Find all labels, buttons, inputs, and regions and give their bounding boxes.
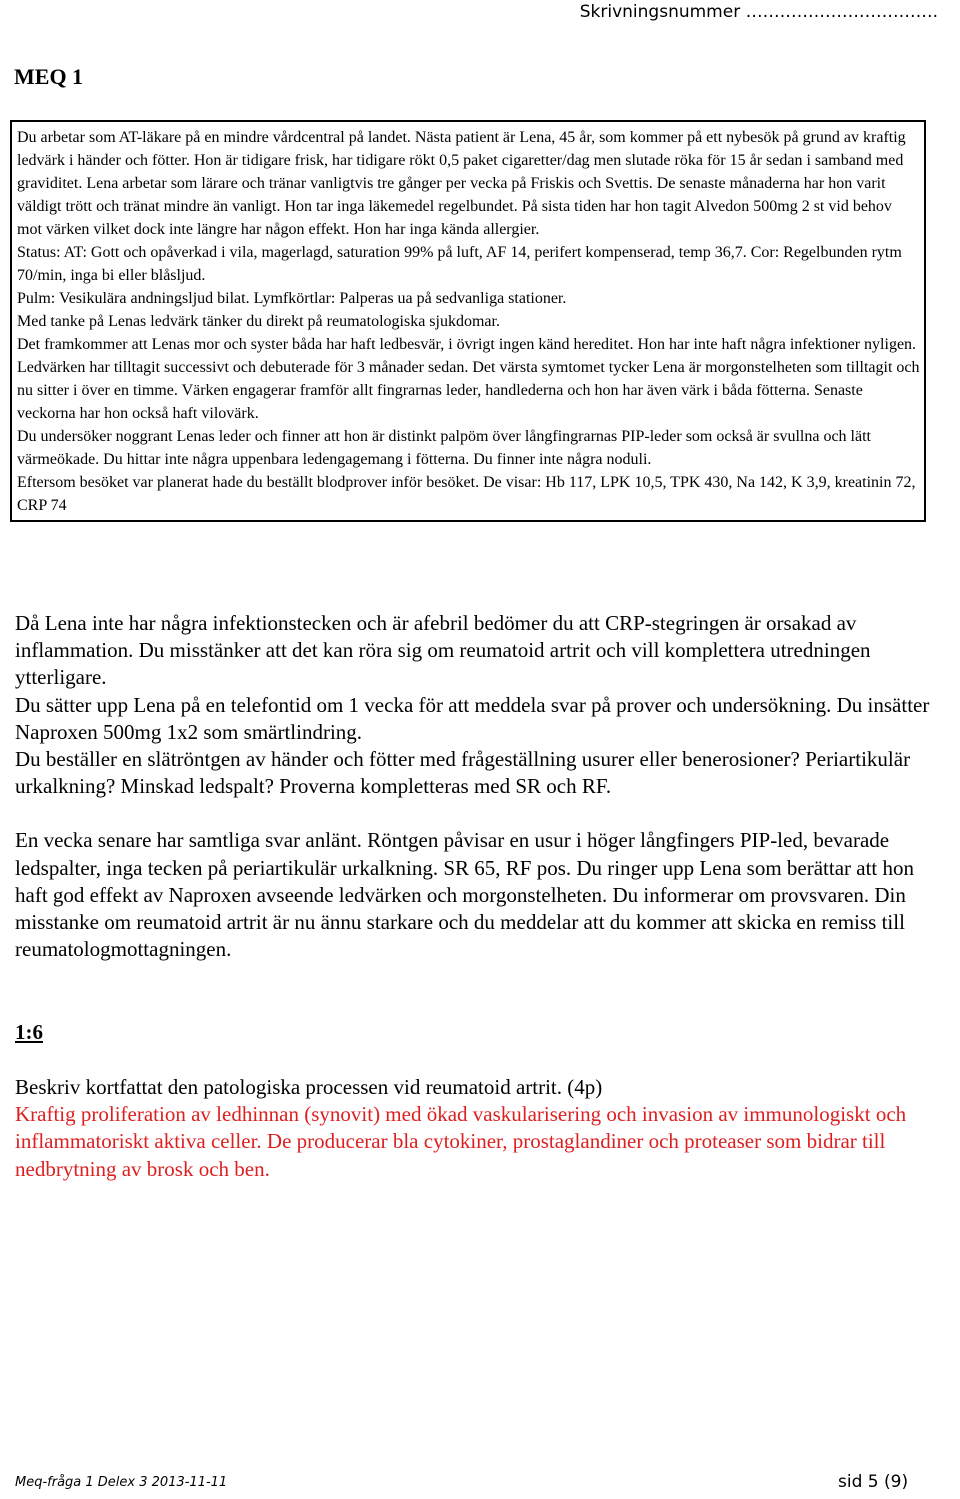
main-paragraph-xray: Du beställer en slätröntgen av händer och fötter med frågeställning usurer eller benerosioner? Periartikulär urkalkning? Minskad ledspalt? Proverna kompletteras med SR och RF. — [15, 747, 911, 799]
case-rheum-paragraph: Med tanke på Lenas ledvärk tänker du direkt på reumatologiska sjukdomar. — [17, 313, 500, 330]
case-history-paragraph: Det framkommer att Lenas mor och syster båda har haft ledbesvär, i övrigt ingen känd hereditet. Hon har inte haft några infektioner nyligen. Ledvärken har tilltagit successivt och debuterade för 3 månader sedan. Det värsta symtomet tycker Lena är morgonstelheten som tilltagit och nu sitter i över en timme. Värken engagerar framför allt fingrarnas leder, handlederna och hon har även värk i båda fötterna. Senaste veckorna har hon också haft vilovärk. — [17, 336, 920, 422]
main-paragraph-followup-call: Du sätter upp Lena på en telefontid om 1 vecka för att meddela svar på prover och undersökning. Du insätter Naproxen 500mg 1x2 som smärtlindring. — [15, 692, 930, 744]
case-labs-paragraph: Eftersom besöket var planerat hade du beställt blodprover inför besöket. De visar: Hb 117, LPK 10,5, TPK 430, Na 142, K 3,9, kreatinin 72, CRP 74 — [17, 474, 916, 514]
footer-page-number: sid 5 (9) — [838, 1472, 909, 1492]
question-text: Beskriv kortfattat den patologiska processen vid reumatoid artrit. (4p) — [15, 1075, 603, 1099]
main-paragraph-assessment: Då Lena inte har några infektionstecken och är afebril bedömer du att CRP-stegringen är orsakad av inflammation. Du misstänker att det kan röra sig om reumatoid artrit och vill komplettera utredningen ytterligare. — [15, 611, 871, 690]
main-text — [15, 610, 935, 963]
question-block — [15, 1074, 935, 1183]
case-pulm-paragraph: Pulm: Vesikulära andningsljud bilat. Lymfkörtlar: Palperas ua på sedvanliga stationer. — [17, 290, 567, 307]
answer-text: Kraftig proliferation av ledhinnan (synovit) med ökad vaskularisering och invasion av immunologiskt och inflammatoriskt aktiva celler. De producerar bla cytokiner, prostaglandiner och proteaser som bidrar till nedbrytning av brosk och ben. — [15, 1102, 907, 1181]
page-title: MEQ 1 — [14, 64, 84, 89]
main-paragraph-results: En vecka senare har samtliga svar anlänt. Röntgen påvisar en usur i höger långfingers PIP-led, bevarade ledspalter, inga tecken på periartikulär urkalkning. SR 65, RF pos. Du ringer upp Lena som berättar att hon haft god effekt av Naproxen avseende ledvärken och morgonstelheten. Du informerar om provsvaren. Din misstanke om reumatoid artrit är nu ännu starkare och du meddelar att du kommer att skicka en remiss till reumatologmottagningen. — [15, 828, 915, 962]
case-intro-paragraph: Du arbetar som AT-läkare på en mindre vårdcentral på landet. Nästa patient är Lena, 45 år, som kommer på ett nybesök på grund av kraftig ledvärk i händer och fötter. Hon är tidigare frisk, har tidigare rökt 0,5 paket cigaretter/dag men slutade röka för 15 år sedan i samband med graviditet. Lena arbetar som lärare och tränar vanligtvis tre gånger per vecka på Friskis och Svettis. De senaste månaderna har hon varit väldigt trött och tränat mindre än vanligt. Hon tar inga läkemedel regelbundet. På sista tiden har hon tagit Alvedon 500mg 2 st vid behov mot värken vilket dock inte längre har någon effekt. Hon har inga kända allergier. — [17, 129, 906, 238]
exam-number-label: Skrivningsnummer ……………………………. — [579, 2, 938, 22]
question-number: 1:6 — [15, 1020, 43, 1044]
case-status-paragraph: Status: AT: Gott och opåverkad i vila, magerlagd, saturation 99% på luft, AF 14, perifert kompenserad, temp 36,7. Cor: Regelbunden rytm 70/min, inga bi eller blåsljud. — [17, 244, 902, 284]
footer-exam-info: Meq-fråga 1 Delex 3 2013-11-11 — [15, 1475, 228, 1490]
paragraph-spacer — [15, 800, 935, 827]
case-description-box — [10, 120, 926, 522]
case-exam-paragraph: Du undersöker noggrant Lenas leder och finner att hon är distinkt palpöm över långfingrarnas PIP-leder som också är svullna och lätt värmeökade. Du hittar inte några uppenbara ledengagemang i fötterna. Du finner inte några noduli. — [17, 428, 871, 468]
